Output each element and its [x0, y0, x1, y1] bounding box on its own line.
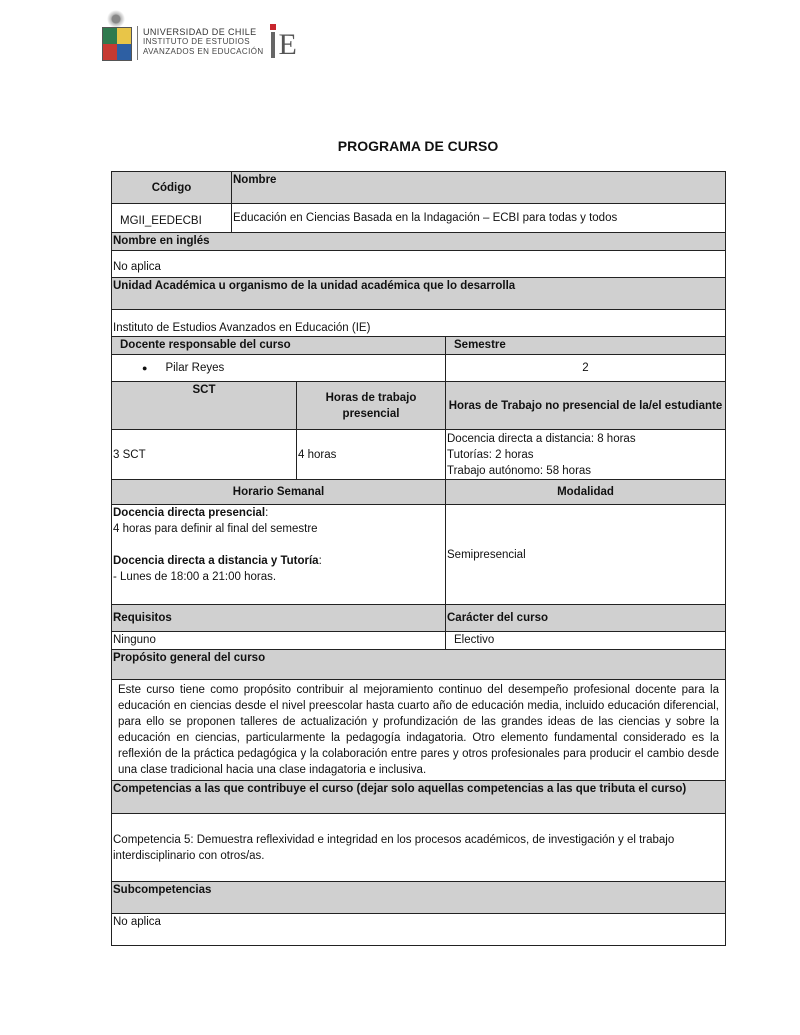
requisitos-label: Requisitos [112, 605, 446, 632]
subcompetencias-label: Subcompetencias [112, 882, 726, 914]
horas-autonomo: Trabajo autónomo: 58 horas [447, 464, 592, 477]
sct-value: 3 SCT [112, 430, 297, 480]
codigo-label: Código [112, 172, 232, 204]
presencial-value: 4 horas para definir al final del semestre [113, 523, 318, 535]
semestre-value: 2 [446, 355, 726, 382]
horas-distancia: Docencia directa a distancia: 8 horas [447, 432, 636, 445]
docente-label: Docente responsable del curso [112, 337, 446, 355]
horario-value: Docencia directa presencial: 4 horas para definir al final del semestre Docencia directa a distancia y Tutoría: - Lunes de 18:00 a 21:00 horas. [112, 505, 446, 605]
sct-label: SCT [112, 382, 297, 430]
caracter-label: Carácter del curso [446, 605, 726, 632]
logo-text [143, 27, 264, 60]
presencial-label: Docencia directa presencial [113, 507, 266, 519]
nombre-label: Nombre [232, 172, 726, 204]
caracter-value: Electivo [446, 632, 726, 650]
docente-value: ● Pilar Reyes [112, 355, 446, 382]
logo-line-3: AVANZADOS EN EDUCACIÓN [143, 47, 264, 56]
nombre-ingles-label: Nombre en inglés [112, 233, 726, 251]
subcompetencias-value: No aplica [112, 914, 726, 946]
horas-no-presencial-list [446, 430, 726, 480]
horas-no-presencial-label: Horas de Trabajo no presencial de la/el estudiante [446, 382, 726, 430]
requisitos-value: Ninguno [112, 632, 446, 650]
unidad-label: Unidad Académica u organismo de la unidad académica que lo desarrolla [112, 278, 726, 310]
logo-divider [137, 26, 138, 60]
proposito-label: Propósito general del curso [112, 650, 726, 680]
competencias-label: Competencias a las que contribuye el curso (dejar solo aquellas competencias a las que tributa el curso) [112, 781, 726, 814]
nombre-value: Educación en Ciencias Basada en la Indagación – ECBI para todas y todos [232, 204, 726, 233]
competencias-value: Competencia 5: Demuestra reflexividad e integridad en los procesos académicos, de investigación y el trabajo interdisciplinario con otros/as. [112, 814, 726, 882]
horas-presencial-label: Horas de trabajo presencial [297, 382, 446, 430]
horas-tutorias: Tutorías: 2 horas [447, 448, 534, 461]
unidad-value: Instituto de Estudios Avanzados en Educación (IE) [112, 310, 726, 337]
modalidad-value: Semipresencial [446, 505, 726, 605]
ie-logo-mark-icon: E [271, 32, 297, 60]
modalidad-label: Modalidad [446, 480, 726, 505]
page-title: PROGRAMA DE CURSO [337, 138, 499, 154]
semestre-label: Semestre [446, 337, 726, 355]
logo-line-2: INSTITUTO DE ESTUDIOS [143, 37, 250, 46]
course-program-table [111, 171, 726, 946]
horas-presencial-value: 4 horas [297, 430, 446, 480]
horario-label: Horario Semanal [112, 480, 446, 505]
proposito-value: Este curso tiene como propósito contribuir al mejoramiento continuo del desempeño profesional docente para la educación en ciencias desde el nivel preescolar hasta cuarto año de educación media, incluido educación diferencial, para ello se proponen talleres de actualización y profundización de las grandes ideas de las ciencias y sobre la educación en ciencias, particularmente la pedagogía indagatoria. Otro elemento fundamental considerado es la reflexión de la práctica pedagógica y la colaboración entre pares y otros profesionales para producir el cambio desde una clase tradicional hacia una clase indagatoria e inclusiva. [112, 680, 726, 781]
university-logo [101, 10, 297, 60]
logo-line-1: UNIVERSIDAD DE CHILE [143, 27, 257, 37]
distancia-value: - Lunes de 18:00 a 21:00 horas. [113, 571, 277, 583]
codigo-value: MGII_EEDECBI [112, 204, 232, 233]
university-crest-icon [101, 10, 131, 60]
distancia-label: Docencia directa a distancia y Tutoría [113, 555, 319, 567]
nombre-ingles-value: No aplica [112, 251, 726, 278]
